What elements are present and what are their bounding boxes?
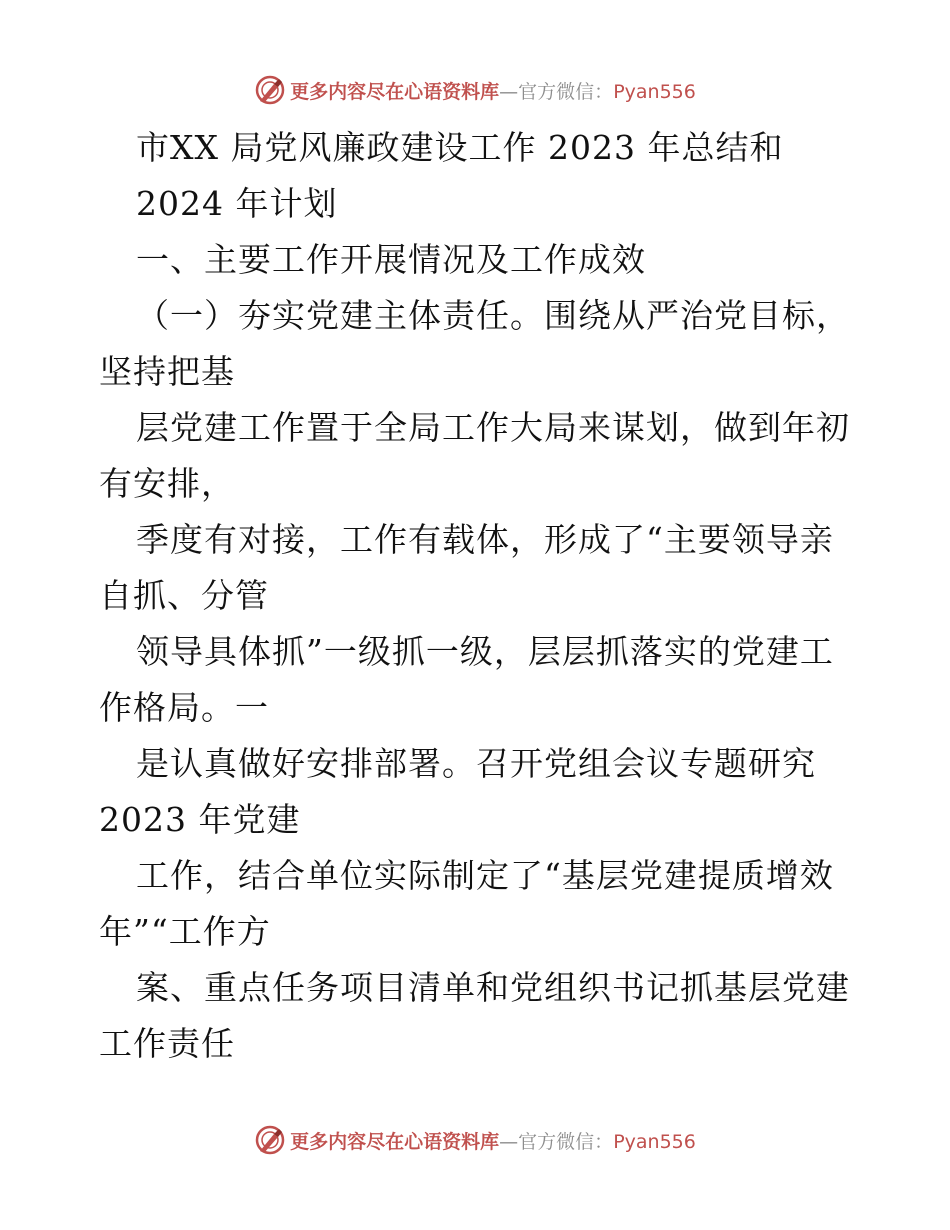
document-body <box>99 120 859 1072</box>
pen-logo-icon <box>254 74 286 106</box>
doc-title-line: 2024 年计划 <box>136 184 338 223</box>
watermark-header <box>0 70 950 110</box>
doc-title-line: 市XX 局党风廉政建设工作 2023 年总结和 <box>136 128 784 167</box>
paragraph-line: 层党建工作置于全局工作大局来谋划，做到年初 <box>136 408 850 447</box>
paragraph-line: 坚持把基 <box>99 352 235 391</box>
paragraph-line: 案、重点任务项目清单和党组织书记抓基层党建 <box>136 968 850 1007</box>
watermark-footer <box>0 1120 950 1160</box>
paragraph-line: 季度有对接，工作有载体，形成了“主要领导亲 <box>136 520 834 559</box>
section-heading: 一、主要工作开展情况及工作成效 <box>136 240 646 279</box>
paragraph-line: （一）夯实党建主体责任。围绕从严治党目标， <box>136 296 850 335</box>
paragraph-line: 自抓、分管 <box>99 576 269 615</box>
paragraph-line: 年”“工作方 <box>99 912 271 951</box>
paragraph-line: 领导具体抓”一级抓一级，层层抓落实的党建工 <box>136 632 834 671</box>
watermark-text: 更多内容尽在心语资料库—官方微信：Pyan556 <box>290 1130 696 1153</box>
paragraph-line: 作格局。一 <box>99 688 269 727</box>
paragraph-line: 工作责任 <box>99 1024 235 1063</box>
paragraph-line: 2023 年党建 <box>99 800 301 839</box>
paragraph-line: 工作，结合单位实际制定了“基层党建提质增效 <box>136 856 834 895</box>
pen-logo-icon <box>254 1124 286 1156</box>
paragraph-line: 有安排， <box>99 464 235 503</box>
paragraph-line: 是认真做好安排部署。召开党组会议专题研究 <box>136 744 816 783</box>
watermark-text: 更多内容尽在心语资料库—官方微信：Pyan556 <box>290 80 696 103</box>
